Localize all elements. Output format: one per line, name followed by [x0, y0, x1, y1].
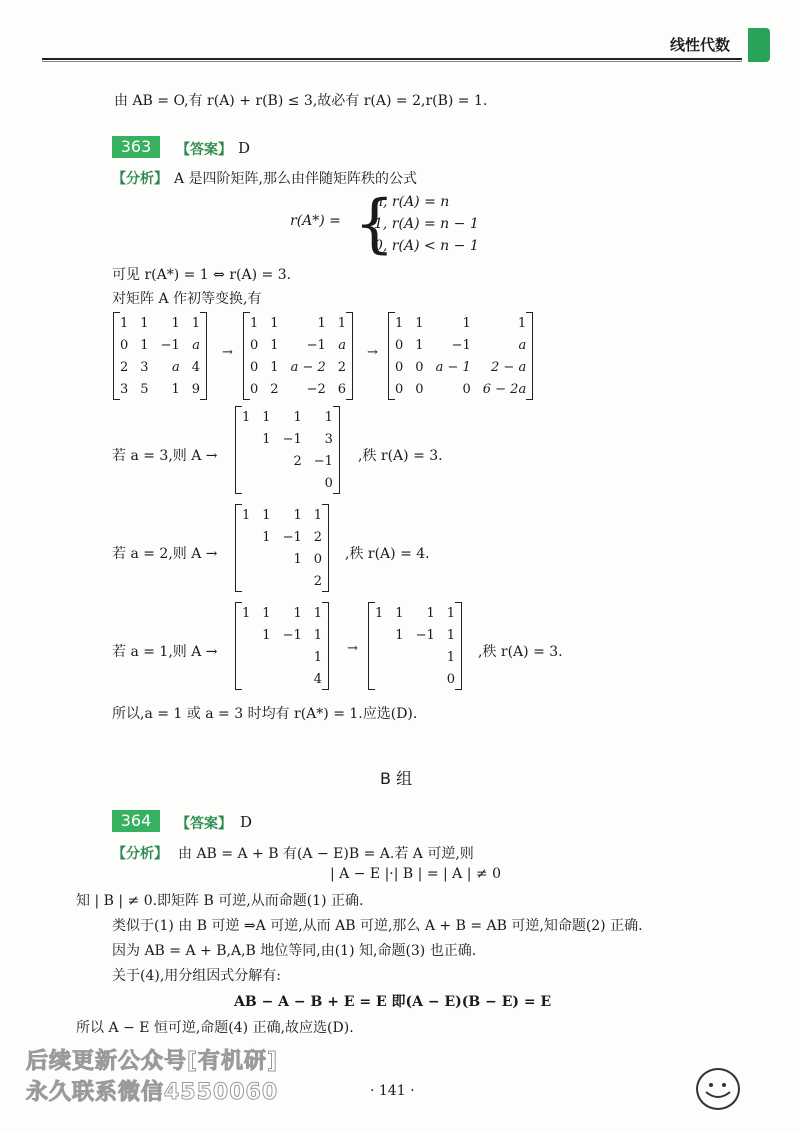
answer-value: D — [238, 139, 251, 157]
page-number: · 141 · — [370, 1083, 415, 1099]
matrix-cell — [236, 472, 256, 494]
analysis-line-1: 由 AB = A + B 有(A − E)B = A.若 A 可逆,则 — [178, 846, 474, 862]
matrix-cell: 2 — [270, 381, 279, 397]
matrix-cell: 1 — [462, 315, 471, 331]
matrix-cell: 1 — [446, 605, 456, 621]
matrix-cell — [369, 646, 389, 668]
matrix-cell — [236, 548, 256, 570]
matrix-cell — [236, 450, 256, 472]
case-line-3: 0, r(A) < n − 1 — [374, 238, 479, 254]
case-a1-prefix: 若 a = 1,则 A → — [112, 644, 218, 660]
analysis-line-8: 所以 A − E 恒可逆,命题(4) 正确,故应选(D). — [76, 1020, 354, 1036]
matrix-cell: 1 — [171, 381, 180, 397]
analysis-label: 【分析】 — [112, 846, 168, 862]
matrix-cell — [256, 646, 276, 668]
matrix-cell: 0 — [324, 475, 333, 491]
matrix-a3 — [235, 406, 340, 494]
matrix-cell: 0 — [415, 359, 424, 375]
matrix-cell: 1 — [426, 605, 435, 621]
matrix-cell: a — [171, 359, 180, 375]
matrix-cell: 1 — [262, 605, 271, 621]
matrix-cell: 3 — [140, 359, 149, 375]
matrix-cell: 2 — [337, 359, 347, 375]
matrix-cell: 1 — [191, 315, 201, 331]
header-rule-thin — [42, 61, 742, 62]
formula-lhs: r(A*) = — [290, 213, 341, 229]
matrix-cell: 1 — [395, 627, 404, 643]
matrix-cell: 0 — [250, 359, 259, 375]
matrix-step-1 — [243, 312, 353, 400]
analysis-line-5: 因为 AB = A + B,A,B 地位等同,由(1) 知,命题(3) 也正确. — [112, 943, 477, 959]
equivalence-line: 可见 r(A*) = 1 ⇔ r(A) = 3. — [112, 267, 292, 283]
matrix-cell: 2 — [293, 453, 302, 469]
case-a1-suffix: ,秩 r(A) = 3. — [478, 644, 563, 660]
matrix-cell — [410, 646, 441, 668]
matrix-cell: 1 — [242, 605, 251, 621]
matrix-cell — [236, 526, 256, 548]
matrix-cell — [236, 570, 256, 592]
watermark-line-2: 永久联系微信4550060 — [26, 1080, 279, 1105]
matrix-cell: 0 — [250, 381, 259, 397]
analysis-line-4: 类似于(1) 由 B 可逆 ⇒A 可逆,从而 AB 可逆,那么 A + B = AB 可逆,知命题(2) 正确. — [112, 918, 643, 934]
analysis-line-6: 关于(4),用分组因式分解有: — [112, 968, 281, 984]
matrix-cell — [389, 646, 409, 668]
matrix-cell — [256, 450, 276, 472]
matrix-cell: 6 — [337, 381, 347, 397]
analysis-text: A 是四阶矩阵,那么由伴随矩阵秩的公式 — [174, 171, 418, 187]
matrix-cell: 1 — [262, 507, 271, 523]
matrix-cell: −1 — [306, 337, 326, 353]
case-a2-suffix: ,秩 r(A) = 4. — [345, 546, 430, 562]
matrix-cell: 1 — [293, 551, 302, 567]
analysis-line-7: AB − A − B + E = E 即(A − E)(B − E) = E — [234, 994, 552, 1010]
matrix-cell — [277, 570, 308, 592]
matrix-cell: −1 — [282, 627, 302, 643]
matrix-cell: 5 — [140, 381, 149, 397]
matrix-cell: 4 — [313, 671, 323, 687]
matrix-cell: 2 — [313, 573, 323, 589]
matrix-cell — [256, 668, 276, 690]
matrix-cell: 2 — [120, 359, 129, 375]
matrix-cell: a — [518, 337, 527, 353]
analysis-label: 【分析】 — [112, 171, 168, 187]
matrix-cell — [277, 646, 308, 668]
matrix-cell: a − 2 — [290, 359, 326, 375]
matrix-cell: 1 — [250, 315, 259, 331]
matrix-cell — [236, 624, 256, 646]
conclusion-363: 所以,a = 1 或 a = 3 时均有 r(A*) = 1.应选(D). — [112, 706, 418, 722]
matrix-cell: 1 — [446, 627, 456, 643]
case-line-1: n, r(A) = n — [374, 194, 450, 210]
matrix-cell: 1 — [415, 337, 424, 353]
analysis-line-2: | A − E |·| B | = | A | ≠ 0 — [330, 866, 501, 882]
matrix-cell: 4 — [191, 359, 201, 375]
matrix-cell: −1 — [160, 337, 180, 353]
matrix-cell: 0 — [250, 337, 259, 353]
matrix-cell — [236, 668, 256, 690]
matrix-a1-reduced — [368, 602, 462, 690]
matrix-cell: 1 — [270, 337, 279, 353]
matrix-cell: 1 — [313, 649, 323, 665]
matrix-cell: 1 — [395, 315, 404, 331]
matrix-cell: 1 — [293, 605, 302, 621]
transform-arrow: → — [367, 345, 378, 360]
answer-label: 【答案】 — [176, 142, 232, 158]
matrix-cell: 2 — [313, 529, 323, 545]
matrix-cell: 1 — [313, 627, 323, 643]
matrix-cell — [256, 548, 276, 570]
matrix-cell: 3 — [324, 431, 333, 447]
matrix-cell: −1 — [282, 529, 302, 545]
matrix-cell: 1 — [415, 315, 424, 331]
matrix-cell: −1 — [415, 627, 435, 643]
matrix-cell: 0 — [395, 359, 404, 375]
transform-arrow: → — [347, 641, 358, 656]
matrix-cell: −1 — [282, 431, 302, 447]
answer-label: 【答案】 — [176, 816, 232, 832]
matrix-cell — [389, 668, 409, 690]
matrix-cell: 1 — [337, 315, 347, 331]
matrix-cell: 0 — [462, 381, 471, 397]
matrix-cell: 2 − a — [491, 359, 527, 375]
matrix-step-2 — [388, 312, 533, 400]
matrix-cell: −1 — [451, 337, 471, 353]
question-number-badge: 363 — [112, 136, 160, 158]
header-title: 线性代数 — [670, 36, 731, 54]
matrix-cell: 0 — [446, 671, 456, 687]
matrix-cell: 1 — [270, 315, 279, 331]
question-number-badge: 364 — [112, 810, 160, 832]
transform-arrow: → — [222, 345, 233, 360]
matrix-cell: a − 1 — [435, 359, 471, 375]
matrix-cell: 1 — [242, 409, 251, 425]
matrix-cell: 1 — [140, 337, 149, 353]
matrix-cell: 1 — [324, 409, 333, 425]
matrix-cell: 6 − 2a — [482, 381, 527, 397]
matrix-cell: 3 — [120, 381, 129, 397]
matrix-cell — [256, 472, 276, 494]
matrix-cell: 1 — [375, 605, 384, 621]
matrix-cell: a — [338, 337, 347, 353]
matrix-cell: 1 — [262, 409, 271, 425]
matrix-cell: 1 — [517, 315, 527, 331]
matrix-cell: 0 — [120, 337, 129, 353]
matrix-cell: 1 — [242, 507, 251, 523]
matrix-cell: 1 — [317, 315, 326, 331]
matrix-a1 — [235, 602, 329, 690]
watermark-line-1: 后续更新公众号[有机研] — [26, 1049, 279, 1074]
mascot-logo-icon — [696, 1068, 740, 1110]
matrix-cell: 0 — [395, 337, 404, 353]
matrix-cell — [369, 624, 389, 646]
matrix-cell — [410, 668, 441, 690]
case-a3-suffix: ,秩 r(A) = 3. — [358, 448, 443, 464]
answer-value: D — [240, 813, 253, 831]
matrix-original — [113, 312, 207, 400]
matrix-cell: −1 — [313, 453, 333, 469]
formula-brace: { — [354, 187, 395, 261]
matrix-cell: a — [192, 337, 201, 353]
matrix-cell: 1 — [270, 359, 279, 375]
matrix-cell: 1 — [140, 315, 149, 331]
matrix-cell: 1 — [446, 649, 456, 665]
matrix-cell — [277, 472, 308, 494]
matrix-cell: 1 — [313, 605, 323, 621]
matrix-cell: 1 — [171, 315, 180, 331]
case-a2-prefix: 若 a = 2,则 A → — [112, 546, 218, 562]
watermark — [26, 1046, 278, 1108]
header-rule — [42, 58, 742, 60]
matrix-cell: 1 — [262, 431, 271, 447]
matrix-cell: 0 — [313, 551, 323, 567]
intro-line: 由 AB = O,有 r(A) + r(B) ≤ 3,故必有 r(A) = 2,r(B) = 1. — [114, 93, 488, 109]
matrix-cell — [256, 570, 276, 592]
matrix-cell: 1 — [262, 627, 271, 643]
matrix-cell: 9 — [191, 381, 201, 397]
matrix-cell: 1 — [293, 507, 302, 523]
matrix-cell: 1 — [293, 409, 302, 425]
matrix-cell — [236, 646, 256, 668]
matrix-cell: 0 — [395, 381, 404, 397]
matrix-cell: 1 — [262, 529, 271, 545]
matrix-cell — [277, 668, 308, 690]
matrix-cell: 1 — [120, 315, 129, 331]
matrix-cell — [369, 668, 389, 690]
matrix-cell: −2 — [306, 381, 326, 397]
matrix-cell: 0 — [415, 381, 424, 397]
section-title: B 组 — [380, 769, 413, 788]
matrix-cell: 1 — [313, 507, 323, 523]
matrix-cell: 1 — [395, 605, 404, 621]
matrix-cell — [236, 428, 256, 450]
header-tab — [748, 28, 770, 62]
matrix-a2 — [235, 504, 329, 592]
analysis-line-3: 知 | B | ≠ 0.即矩阵 B 可逆,从而命题(1) 正确. — [76, 893, 364, 909]
case-line-2: 1, r(A) = n − 1 — [374, 216, 479, 232]
case-a3-prefix: 若 a = 3,则 A → — [112, 448, 218, 464]
transform-line: 对矩阵 A 作初等变换,有 — [112, 291, 262, 307]
